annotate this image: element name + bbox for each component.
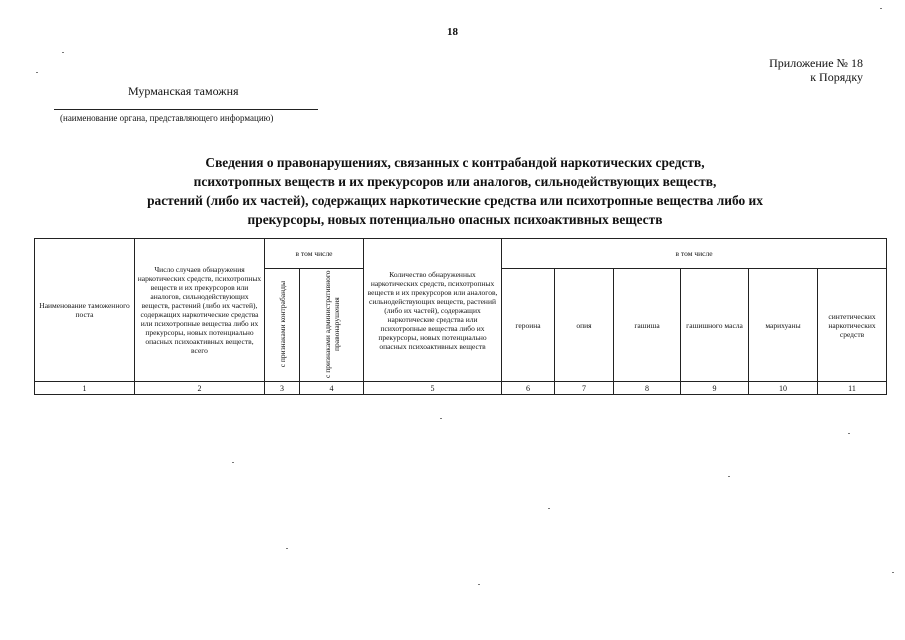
header-hashish: гашиша <box>614 269 681 382</box>
column-number: 7 <box>555 382 614 395</box>
scan-speck <box>478 584 480 585</box>
scan-speck <box>728 476 730 477</box>
column-number: 4 <box>300 382 364 395</box>
column-number: 10 <box>749 382 818 395</box>
column-number: 9 <box>681 382 749 395</box>
title-line: психотропных веществ и их прекурсоров или аналогов, сильнодействующих веществ, <box>193 174 717 189</box>
title-line: прекурсоры, новых потенциально опасных психоактивных веществ <box>247 212 663 227</box>
authority-underline <box>54 109 318 110</box>
scan-speck <box>880 8 882 9</box>
column-number: 11 <box>818 382 887 395</box>
header-post-name: Наименование таможенного поста <box>35 239 135 382</box>
column-number: 5 <box>364 382 502 395</box>
report-table <box>34 238 887 395</box>
column-number: 6 <box>502 382 555 395</box>
column-number-row <box>35 382 887 395</box>
page-number: 18 <box>447 26 458 38</box>
column-number: 1 <box>35 382 135 395</box>
scan-speck <box>286 548 288 549</box>
header-synthetic-drugs: синтетических наркотических средств <box>818 269 887 382</box>
appendix-number: Приложение № 18 <box>769 56 863 70</box>
scan-speck <box>62 52 64 53</box>
appendix-reference <box>769 56 863 84</box>
scan-speck <box>36 72 38 73</box>
title-line: растений (либо их частей), содержащих наркотические средства или психотропные вещества либо их <box>147 193 763 208</box>
scan-speck <box>440 418 442 419</box>
header-heroin: героина <box>502 269 555 382</box>
scan-speck <box>848 433 850 434</box>
title-line: Сведения о правонарушениях, связанных с контрабандой наркотических средств, <box>205 155 705 170</box>
header-group-including-substances: в том числе <box>502 239 887 269</box>
appendix-order: к Порядку <box>810 70 863 84</box>
header-quantity-detected: Количество обнаруженных наркотических средств, психотропных веществ и их прекурсоров или аналогов, сильнодействующих веществ, растений (либо их частей), содержащих наркотические средства или психотропные вещества либо их прекурсоры, новых потенциально опасных психоактивных веществ <box>364 239 502 382</box>
header-marijuana: марихуаны <box>749 269 818 382</box>
header-administrative-signs: с признаками административного правонарушения <box>300 269 364 382</box>
header-group-including: в том числе <box>265 239 364 269</box>
scan-speck <box>892 572 894 573</box>
column-number: 2 <box>135 382 265 395</box>
scan-speck <box>232 462 234 463</box>
authority-caption: (наименование органа, представляющего информацию) <box>60 113 274 123</box>
header-hashish-oil: гашишного масла <box>681 269 749 382</box>
column-number: 3 <box>265 382 300 395</box>
scan-speck <box>548 508 550 509</box>
header-cases-total: Число случаев обнаружения наркотических средств, психотропных веществ и их прекурсоров или аналогов, сильнодействующих веществ, растений (либо их частей), содержащих наркотические средства или психотропные вещества либо их прекурсоры, новых потенциально опасных психоактивных веществ, всего <box>135 239 265 382</box>
document-title <box>60 153 850 229</box>
authority-name: Мурманская таможня <box>128 84 239 98</box>
header-opium: опия <box>555 269 614 382</box>
header-smuggling-signs: с признаками контрабанды <box>265 269 300 382</box>
column-number: 8 <box>614 382 681 395</box>
